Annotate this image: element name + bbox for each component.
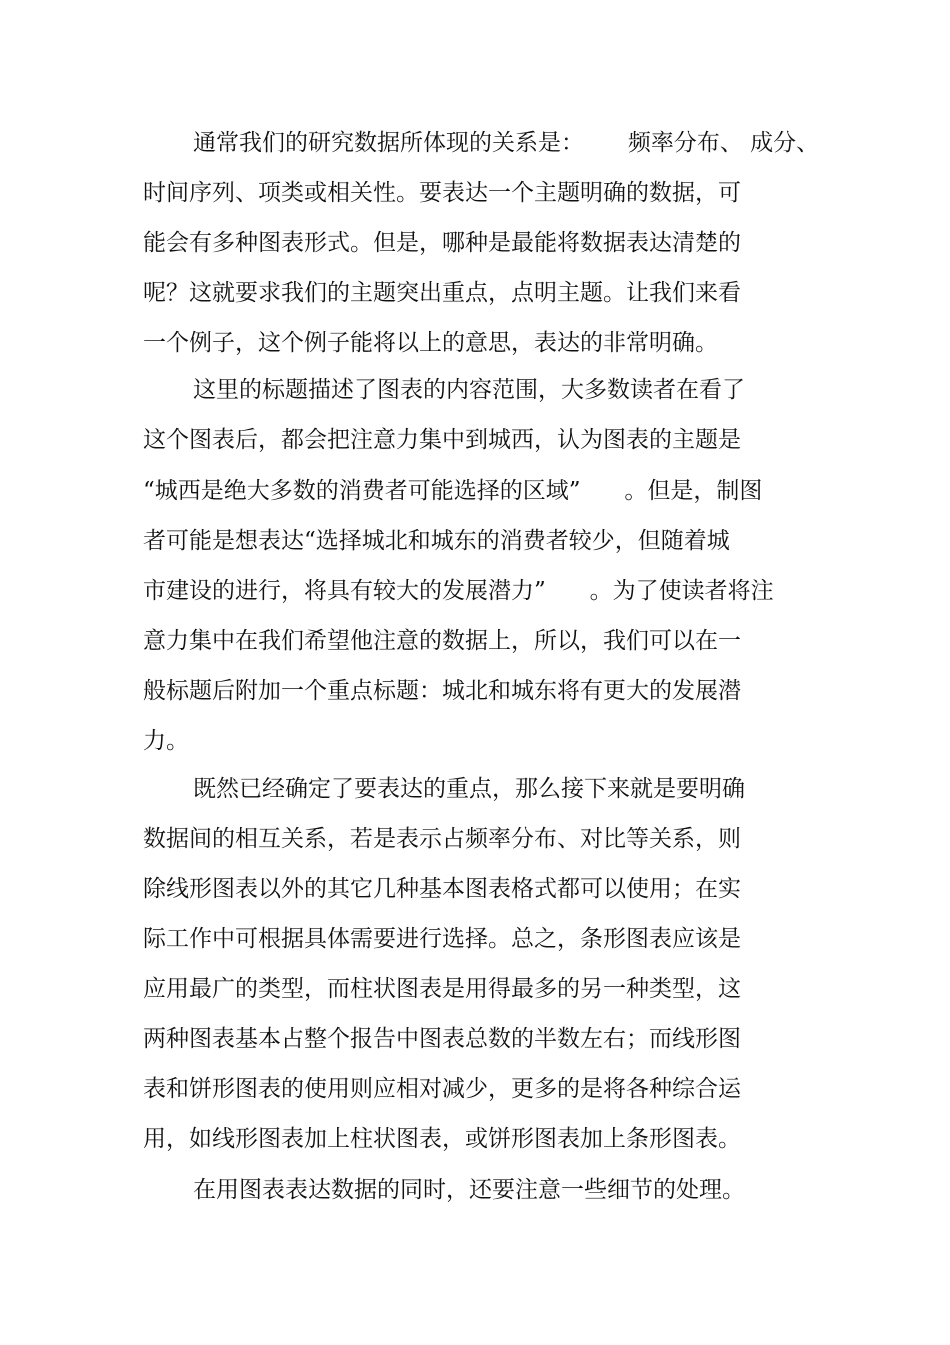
text-line-3: 能会有多种图表形式。但是，哪种是最能将数据表达清楚的	[143, 230, 741, 256]
text-line-21: 用，如线形图表加上柱状图表，或饼形图表加上条形图表。	[143, 1126, 741, 1152]
text-line-17: 际工作中可根据具体需要进行选择。总之，条形图表应该是	[143, 926, 741, 952]
text-line-19: 两种图表基本占整个报告中图表总数的半数左右；而线形图	[143, 1026, 741, 1052]
text-line-6: 这里的标题描述了图表的内容范围，大多数读者在看了	[193, 377, 745, 403]
text-line-13: 力。	[143, 728, 189, 754]
text-line-15: 数据间的相互关系，若是表示占频率分布、对比等关系，则	[143, 826, 741, 852]
text-line-8: “城西是绝大多数的消费者可能选择的区域” 。但是，制图	[143, 478, 763, 504]
text-line-22: 在用图表表达数据的同时，还要注意一些细节的处理。	[193, 1177, 745, 1203]
text-line-12: 般标题后附加一个重点标题：城北和城东将有更大的发展潜	[143, 678, 741, 704]
text-line-20: 表和饼形图表的使用则应相对减少，更多的是将各种综合运	[143, 1076, 741, 1102]
text-line-11: 意力集中在我们希望他注意的数据上，所以，我们可以在一	[143, 628, 741, 654]
text-line-7: 这个图表后，都会把注意力集中到城西，认为图表的主题是	[143, 427, 741, 453]
text-line-9: 者可能是想表达“选择城北和城东的消费者较少，但随着城	[143, 528, 730, 554]
text-line-18: 应用最广的类型，而柱状图表是用得最多的另一种类型，这	[143, 976, 741, 1002]
text-line-14: 既然已经确定了要表达的重点，那么接下来就是要明确	[193, 776, 745, 802]
text-line-16: 除线形图表以外的其它几种基本图表格式都可以使用；在实	[143, 876, 741, 902]
text-line-5: 一个例子，这个例子能将以上的意思，表达的非常明确。	[143, 330, 718, 356]
text-line-1: 通常我们的研究数据所体现的关系是： 频率分布、 成分、	[193, 130, 820, 156]
text-line-10: 市建设的进行，将具有较大的发展潜力” 。为了使读者将注	[143, 578, 774, 604]
text-line-2: 时间序列、项类或相关性。要表达一个主题明确的数据，可	[143, 180, 741, 206]
text-line-4: 呢？这就要求我们的主题突出重点，点明主题。让我们来看	[143, 280, 741, 306]
